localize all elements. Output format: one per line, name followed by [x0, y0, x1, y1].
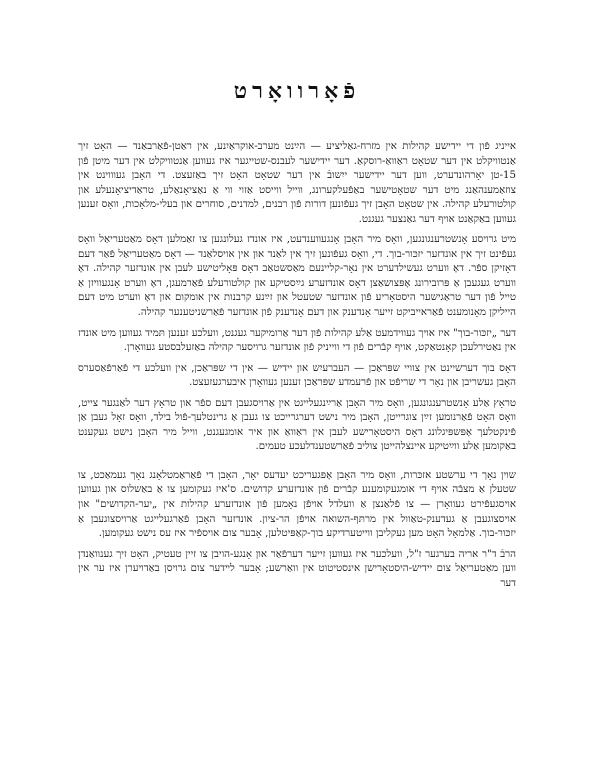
paragraph: אייניג פֿון די יידישע קהילות אין מזרח-גאַליציע — הײַנט מערב-אוקראַיִנע, אין ראַטן-פֿאַרבאַנד — האָט זיך אַנטוויקלט אין דער שטאָט ראַוואַ-רוסקאַ. דער יידישער לעבנס-שטייגער איז געווען אַנטוויקלט אין דער מיטן פֿון 15-טן יאָרהונדערט, ווען דער יידישער ייִשובֿ אין דער שטאָט האָט זיך באַזעצט. די האָבן געוווינט אין צוזאַמענהאַנג מיט דער שטאָטישער באַפֿעלקערונג, ווייל ווייסט אַזוי ווי אַ נאַציאָנאַלע, טראַדיציאָנעלע און קולטורעלע קהילה. אין שטאָט האָבן זיך געפֿונען דורות פֿון רבנים, למדנים, סוחרים און בעלי-מלאָכות, וואָס זענען געווען באַקאַנט אויף דער גאַנצער געגנט.	[78, 141, 516, 225]
page-title: פֿאָרוואָרט	[233, 78, 361, 104]
paragraph: הרבֿ ד"ר אריה בערגער ז"ל, וועלכער איז געווען זייער דערפֿאַר און אָנגע-הויבן צו זיין טעטיק, האָט זיך גענוואַנדן ווען מאַטעריאַל צום יידיש-היסטאָרישן אינסטיטוט אין וואַרשע; אָבער לײדער צום גרויסן באַדויערן איז ער אין דער	[78, 548, 516, 589]
body-text	[78, 140, 516, 591]
paragraph: טראָץ אַלע אָנשטרענגונגען, וואָס מיר האָבן אַרײַנגעלייגט אין אַרויסגעבן דעם ספֿר און טראָץ דער לאַנגער צייט, וואָס האָט פֿאַרנומען זײַן צוגרייטן, האָבן מיר נישט דערגרייכט צו געבן אַ גרינטלעך-פֿול בילד, וואָס זאָל געבן אַן פֿינקטלעך אָפּשפּיגלונג דאָס היסטאָרישע לעבן אין ראַוואַ און איר אומגעגנט, ווייל מיר האָבן נישט געקענט באַקומען אַלע ווײַטיקע איינצלהייטן צוליב פֿאַרשטענדלעכע טעמים.	[78, 397, 516, 453]
paragraph: שוין נאָך די ערשטע אזכּרות, וואָס מיר האָבן אָפּגעריכט יעדעס יאָר, האָבן די פֿאַראַמטלאָנג נאָך געמאַכט, צו שטעלן אַ מצבֿה אויף די אומגעקומענע קבֿרים פֿון אונדזערע קדושים. ס'איז געקומען צו אַ באַשלוס און געווען אויסגעפֿירט געוואָרן — צו פֿלאַנצן אַ וועלדל אויפֿן נאָמען פֿון אונדזערע קהילות אין „יער-הקדושים" און אויסצוגעבן אַ געדענק-טאַוול אין מרתּף-השואה אויפֿן הר-ציון. אונדזער האָבן פֿאַרגעלייגט אַרויסצוגעבן אַ יזכּור-בוך. אַלמאָל האָט מען געקליבן ווייטערדיקע בוך-קאַפּיטלען, אָבער צום אויספֿיר איז עס נישט געקומען.	[78, 469, 516, 540]
paragraph: דאָס בוך דערשיינט אין צוויי שפּראַכן — העברעיִש און יידיש — אין די שפּראַכן, אין וועלכע די פֿאַרפֿאַסערס האָבן געשריבן און נאָר די שריפֿט און פֿרעמדע שפּראַכן זענען געוואָרן איבערגעזעצט.	[78, 362, 516, 389]
paragraph: מיט גרויסע אָנשטרענגונגען, וואָס מיר האָבן אָנגעווענדעט, איז אונדז געלונגען צו זאַמלען דאָס מאַטעריאַל וואָס געפֿינט זיך אין אונדזער יזכּור-בוך. די, וואָס געפֿונען זיך אין לאַנד און אין אויסלאַנד — דאָס מאַטעריאַל פֿאַר דעם דאָזיקן ספֿר. דאָ ווערט געשילדערט אין נאָר-קליינעם מאַסשטאַב דאָס פּאָליטישע לעבן אין אונדזער קהילה. דאָ ווערט געגעבן אַ פּרובירונג אָפּצושאַצן דאָס אונדזערע גײַסטיקע און קולטורעלע פֿאַרמעגן, דאָ ווערט אָנגעוויזן אַ טייל פֿון דער טראַגישער היסטאָריע פֿון אונדזער שטעטל און זײַנע קרבנות אין אומקום און דאָ ווערט מיט דעם הייליקן מאָנומענט פֿאַראייביקט זייער אָנדענק און דעם אָנדענק פֿון אונדזער פֿאַרשניטענער קהילה.	[78, 234, 516, 319]
paragraph: דער „יזכּור-בוך" איז אויך געווידמעט אַלע קהילות פֿון דער אַרומיקער געגנט, וועלכע זענען תּמיד געווען מיט אונדז אין נאַטירלעכן קאָנטאַקט, אויף קבֿרים פֿון די ווייניק פֿון אונדזער גרויסער קהילה באַזעלבסטע געוואָרן.	[78, 327, 516, 354]
